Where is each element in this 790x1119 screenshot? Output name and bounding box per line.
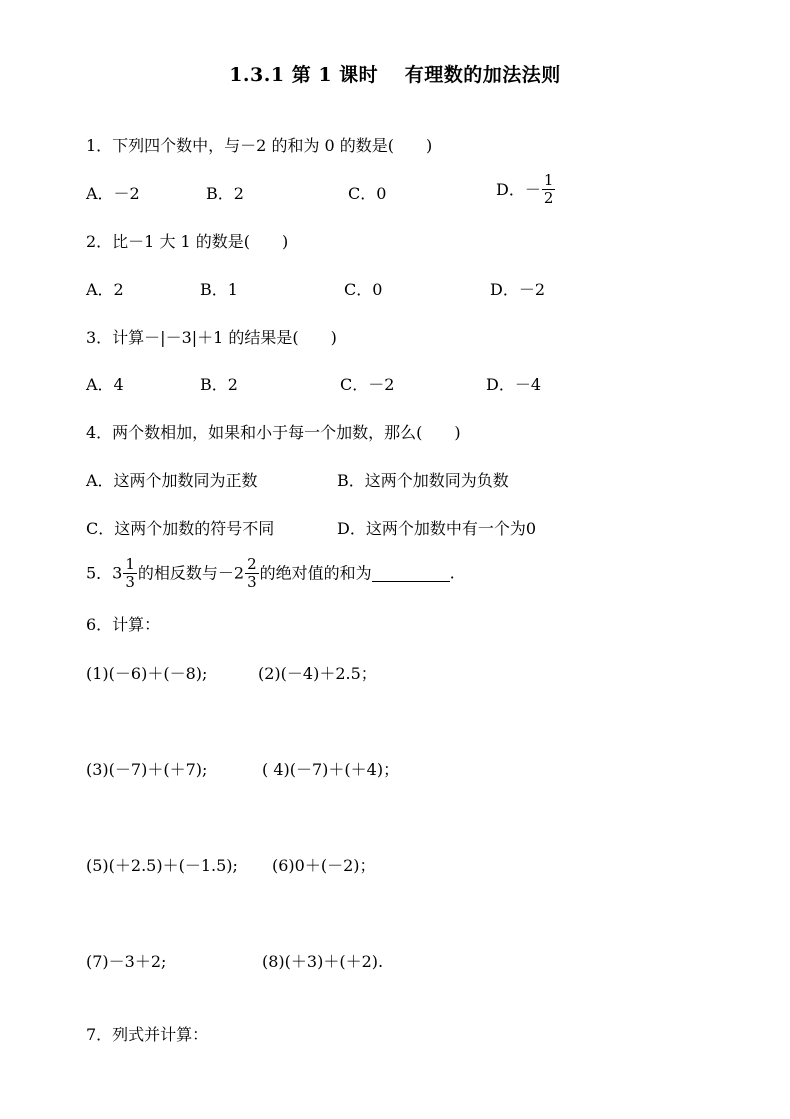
question-3-option-b: B．2 (200, 375, 238, 394)
question-6-part-3: (3)(－7)＋(＋7); (86, 760, 208, 779)
question-4-option-c: C．这两个加数的符号不同 (86, 519, 275, 538)
question-2-option-a: A．2 (86, 280, 124, 299)
question-6-part-1: (1)(－6)＋(－8); (86, 664, 208, 683)
question-1-option-d-prefix: D．－ (496, 179, 541, 199)
question-5-suffix: 的绝对值的和为 (259, 563, 372, 583)
question-5-middle: 的相反数与－2 (137, 563, 245, 583)
fraction-numerator: 1 (543, 171, 554, 189)
question-1-stem: 1．下列四个数中，与－2 的和为 0 的数是( ) (86, 136, 433, 155)
question-1-option-d-fraction (542, 172, 556, 207)
question-6-part-8: (8)(＋3)＋(＋2). (262, 952, 384, 971)
question-2-option-c: C．0 (344, 280, 383, 299)
question-5-fraction-1 (123, 556, 137, 591)
fraction-denominator: 3 (247, 573, 257, 591)
question-5-end: . (449, 563, 455, 583)
question-4-option-d: D．这两个加数中有一个为0 (337, 519, 537, 538)
question-3-stem: 3．计算－|－3|＋1 的结果是( ) (86, 328, 337, 347)
question-3-option-a: A．4 (86, 375, 124, 394)
page-title: 1.3.1 第 1 课时 有理数的加法法则 (229, 64, 561, 86)
question-5-prefix: 5．3 (86, 563, 123, 583)
fraction-denominator: 2 (543, 189, 554, 207)
fraction-numerator: 1 (125, 555, 135, 573)
question-3-option-c: C．－2 (340, 375, 395, 394)
question-4-option-b: B．这两个加数同为负数 (337, 471, 509, 490)
question-1-option-a: A．－2 (86, 184, 140, 203)
question-2-stem: 2．比－1 大 1 的数是( ) (86, 232, 289, 251)
question-4-stem: 4．两个数相加，如果和小于每一个加数，那么( ) (86, 423, 461, 442)
fraction-numerator: 2 (247, 555, 257, 573)
question-6-part-4: ( 4)(－7)＋(＋4)； (262, 760, 400, 779)
question-4-option-a: A．这两个加数同为正数 (86, 471, 258, 490)
question-6-stem: 6．计算： (86, 615, 161, 634)
question-6-part-2: (2)(－4)＋2.5； (258, 664, 377, 683)
question-1-option-b: B．2 (206, 184, 244, 203)
question-1-option-c: C．0 (348, 184, 387, 203)
question-2-option-d: D．－2 (490, 280, 546, 299)
question-6-part-6: (6)0＋(－2)； (272, 856, 376, 875)
question-6-part-7: (7)－3＋2; (86, 952, 167, 971)
question-6-part-5: (5)(＋2.5)＋(－1.5); (86, 856, 238, 875)
question-7-stem: 7．列式并计算： (86, 1025, 209, 1044)
question-3-option-d: D．－4 (486, 375, 542, 394)
answer-blank[interactable] (372, 565, 450, 582)
question-5-fraction-2 (245, 556, 259, 591)
question-1-option-d (496, 172, 556, 207)
question-2-option-b: B．1 (200, 280, 238, 299)
fraction-denominator: 3 (125, 573, 135, 591)
question-5-stem (86, 556, 455, 591)
